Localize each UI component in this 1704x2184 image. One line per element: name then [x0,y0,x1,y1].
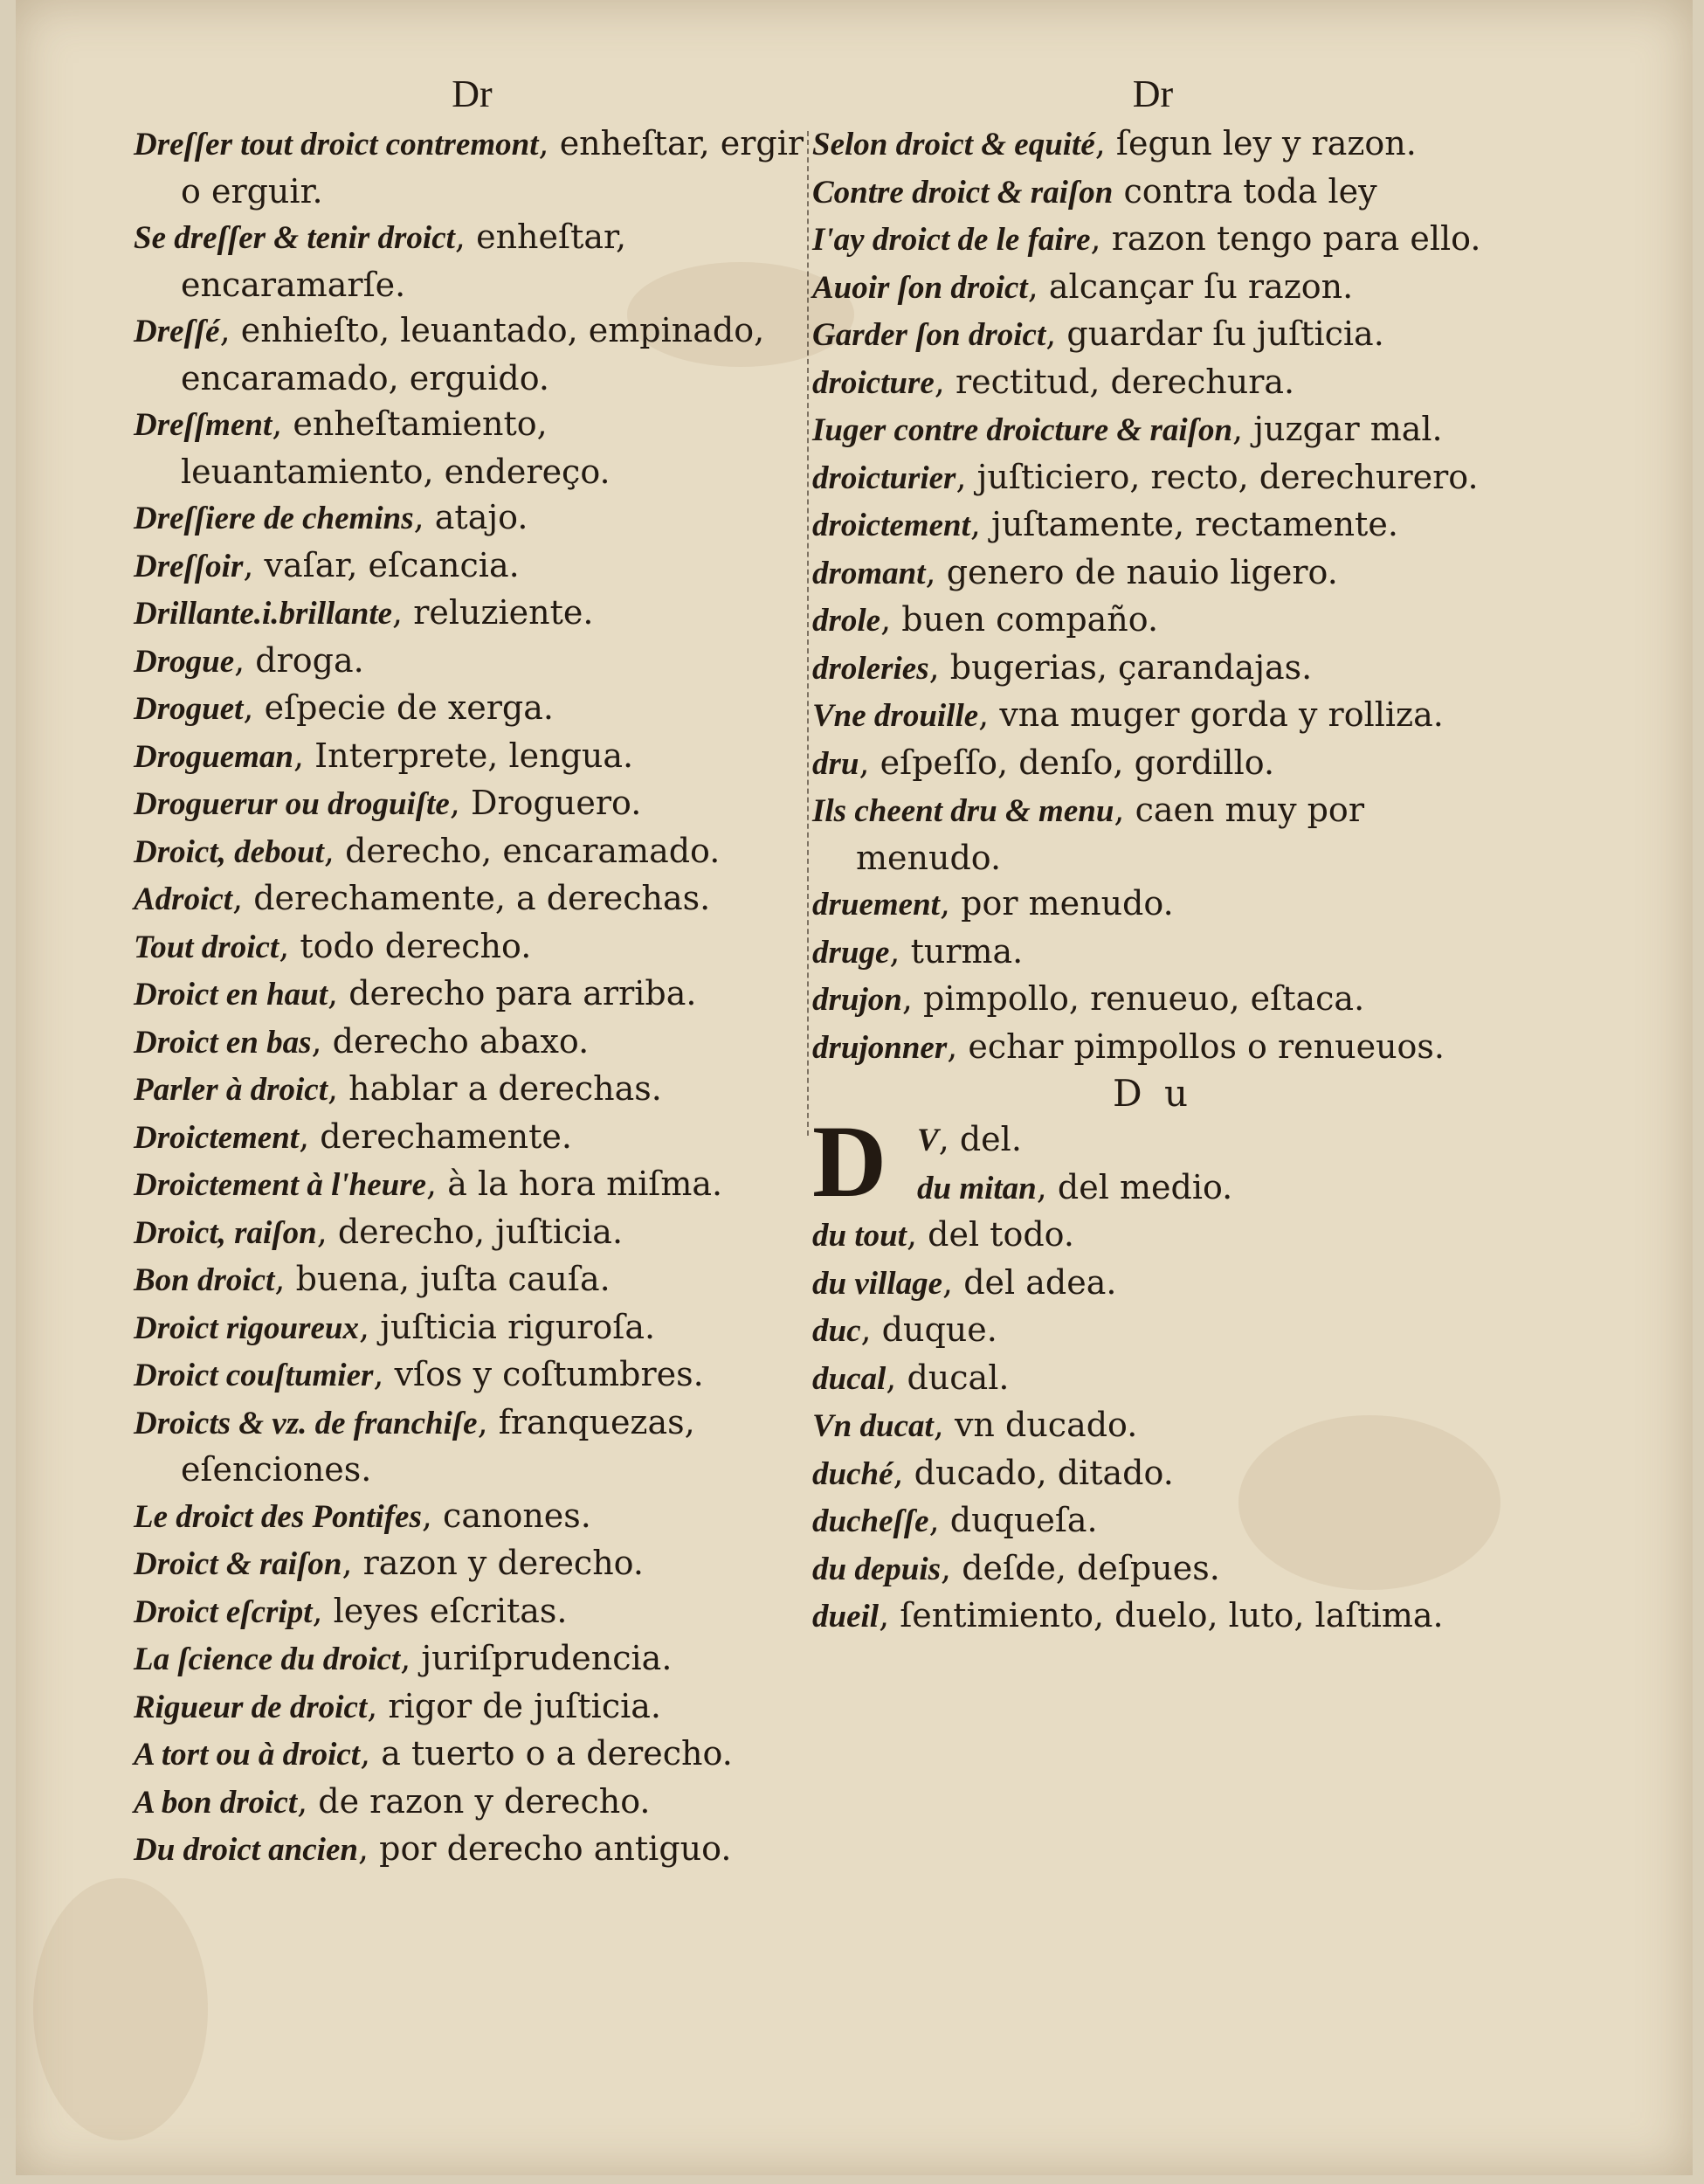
definition: Interprete, lengua. [314,736,634,775]
book-page [16,0,1693,2175]
left-column [134,68,811,1874]
definition: derecho, encaramado. [345,831,721,870]
definition: leyes eſcritas. [333,1591,568,1630]
headword: Droict, raiſon [134,1214,317,1251]
dictionary-entry: A bon droict, de razon y derecho. [134,1781,651,1821]
definition: guardar ſu juſticia. [1066,314,1384,353]
dictionary-entry: Parler à droict, hablar a derechas. [134,1069,662,1108]
headword: ducheſſe [812,1503,929,1539]
definition: enheſtar, encaramarſe. [181,218,627,304]
dictionary-entry: Vn ducat, vn ducado. [812,1406,1138,1444]
definition: razon y derecho. [362,1544,644,1582]
headword: Le droict des Pontifes [134,1498,422,1535]
definition: juriſprudencia. [421,1639,673,1677]
dictionary-entry: dru, eſpeſſo, denſo, gordillo. [812,743,1275,782]
dictionary-entry: Ils cheent dru & menu, caen muy por menudo. [812,791,1364,877]
definition: eſpecie de xerga. [264,688,554,727]
headword: Selon droict & equité [812,127,1095,162]
headword: droleries [812,650,929,687]
dictionary-entry: drujon, pimpollo, renueuo, eſtaca. [812,979,1365,1018]
definition: enheſtar, ergir o erguir. [181,124,804,211]
headword: Dreſſer tout droict contremont [134,127,539,162]
dictionary-entry: I'ay droict de le faire, razon tengo para ello. [812,219,1481,258]
dictionary-entry: druement, por menudo. [812,884,1174,923]
dictionary-entry: Drillante.i.brillante, reluziente. [134,593,594,632]
headword: druge [812,934,890,971]
definition: caen muy por menudo. [856,791,1364,877]
dictionary-entry: Dreſſer tout droict contremont, enheſtar, ergir o erguir. [134,124,804,211]
definition: juſticiero, recto, derechurero. [976,457,1479,496]
page-stain [33,1878,208,2140]
dictionary-entry: V, del. [917,1120,1022,1158]
dictionary-entry: Iuger contre droicture & raiſon, juzgar mal. [812,410,1443,448]
dictionary-entry [812,169,1494,217]
definition: franquezas, eſenciones. [181,1402,695,1489]
drop-cap-letter: D [812,1104,887,1219]
headword: A tort ou à droict [134,1737,361,1773]
dictionary-entry: A tort ou à droict, a tuerto o a derecho. [134,1734,733,1773]
headword: dueil [812,1599,880,1635]
definition: todo derecho. [300,926,532,965]
headword: drole [812,603,881,639]
headword: dru [812,745,859,782]
headword: duc [812,1313,861,1349]
definition: del todo. [928,1215,1074,1254]
definition: reluziente. [413,593,594,632]
dictionary-entry: droicturier, juſticiero, recto, derechurero. [812,457,1479,496]
dictionary-entry: Bon droict, buena, juſta cauſa. [134,1260,611,1298]
headword: Adroict [134,881,233,917]
definition: rectitud, derechura. [955,362,1295,401]
dictionary-entry: druge, turma. [812,931,1024,971]
dictionary-entry: dromant, genero de nauio ligero. [812,552,1338,591]
headword: Droict, debout [134,833,324,870]
dictionary-entry: Du droict ancien, por derecho antiguo. [134,1829,732,1868]
headword: Droict couſtumier [134,1358,374,1393]
headword: Rigueur de droict [134,1689,368,1725]
definition: ducado, ditado. [914,1453,1174,1492]
headword: du mitan [917,1170,1037,1206]
dictionary-entry: du depuis, deſde, deſpues. [812,1548,1220,1587]
headword: Droict en bas [134,1024,312,1061]
dictionary-entry: droictement, juſtamente, rectamente. [812,505,1398,543]
dictionary-entry: Auoir ſon droict, alcançar ſu razon. [812,266,1354,306]
dictionary-entry: du tout, del todo. [812,1215,1074,1254]
headword: Drogue [134,643,235,680]
headword: Parler à droict [134,1072,328,1108]
headword: du tout [812,1218,907,1254]
dictionary-entry: Droguet, eſpecie de xerga. [134,688,554,727]
definition: ſegun ley y razon. [1115,124,1417,162]
headword: Garder ſon droict [812,317,1046,353]
headword: Droicts & vz. de franchiſe [134,1405,478,1441]
headword: I'ay droict de le faire [812,222,1091,258]
headword: Auoir ſon droict [812,269,1028,306]
definition: ducal. [907,1358,1010,1397]
dictionary-entry: dueil, ſentimiento, duelo, luto, laſtima. [812,1596,1444,1635]
headword: Droguerur ou droguiſte [134,786,450,822]
definition: hablar a derechas. [348,1069,662,1108]
dictionary-entry: Se dreſſer & tenir droict, enheſtar, encaramarſe. [134,218,627,304]
dictionary-entry: Droict eſcript, leyes eſcritas. [134,1591,568,1630]
dictionary-entry: du mitan, del medio. [917,1167,1233,1206]
definition: deſde, deſpues. [962,1548,1220,1587]
dictionary-entry: Rigueur de droict, rigor de juſticia. [134,1686,661,1725]
dictionary-entry: Droguerur ou droguiſte, Droguero. [134,784,642,822]
section-header: D u [1112,1072,1194,1115]
dictionary-entry: droleries, bugerias, çarandajas. [812,647,1313,687]
dictionary-entry: duc, duque. [812,1310,997,1349]
dictionary-entry: ducheſſe, duqueſa. [812,1501,1098,1539]
headword: Se dreſſer & tenir droict [134,220,455,256]
definition: juſtamente, rectamente. [991,505,1398,543]
dictionary-entry: droicture, rectitud, derechura. [812,362,1295,401]
definition: eſpeſſo, denſo, gordillo. [880,743,1275,782]
definition: derechamente. [320,1116,572,1156]
left-entry-list [134,121,811,1874]
headword: Dreſſé [134,314,220,349]
du-entry-list [812,1212,1494,1641]
definition: derechamente, a derechas. [253,879,711,917]
headword: Contre droict & raiſon [812,174,1114,211]
headword: Drillante.i.brillante [134,596,393,632]
headword: A bon droict [134,1784,298,1821]
definition: de razon y derecho. [318,1781,651,1821]
definition: bugerias, çarandajas. [949,647,1313,687]
dictionary-entry: duché, ducado, ditado. [812,1453,1174,1492]
definition: buen compaño. [901,600,1159,639]
definition: derecho, juſticia. [337,1212,624,1251]
dictionary-entry: Droict couſtumier, vſos y coſtumbres. [134,1355,704,1393]
definition: ſentimiento, duelo, luto, laſtima. [900,1596,1444,1635]
headword: Du droict ancien [134,1832,358,1868]
definition: canones. [443,1496,591,1535]
headword: Droguet [134,691,244,727]
headword: Droictement à l'heure [134,1167,427,1203]
headword: Droict & raiſon [134,1546,342,1582]
definition: buena, juſta cauſa. [295,1260,611,1298]
right-column [812,68,1494,1641]
headword: Droict eſcript [134,1593,313,1630]
dictionary-entry: Dreſſoir, vaſar, eſcancia. [134,545,520,584]
headword: Dreſſment [134,407,273,443]
headword: duché [812,1455,893,1492]
headword: dromant [812,555,926,591]
definition: vſos y coſtumbres. [394,1355,704,1393]
dictionary-entry: Droict, raiſon, derecho, juſticia. [134,1212,624,1251]
headword: droictement [812,508,970,543]
definition: razon tengo para ello. [1111,219,1481,258]
headword: V [917,1123,939,1158]
headword: Dreſſoir [134,548,244,584]
definition: genero de nauio ligero. [946,552,1338,591]
right-entry-list [812,121,1494,1071]
headword: Dreſſiere de chemins [134,501,414,536]
headword: Tout droict [134,929,279,965]
dictionary-entry: ducal, ducal. [812,1358,1010,1397]
definition: juzgar mal. [1253,410,1443,448]
left-running-header: Dr [452,73,493,115]
dictionary-entry: Tout droict, todo derecho. [134,926,532,965]
dictionary-entry: Droictement à l'heure, à la hora miſma. [134,1165,723,1203]
definition: enhieſto, leuantado, empinado, encaramado, erguido. [181,311,765,397]
dictionary-entry: Drogueman, Interprete, lengua. [134,736,634,775]
definition: Droguero. [471,784,642,822]
dictionary-entry: Droict rigoureux, juſticia riguroſa. [134,1307,656,1346]
dictionary-entry: Droict en bas, derecho abaxo. [134,1021,590,1061]
headword: droicturier [812,460,956,496]
headword: Vne drouille [812,698,979,734]
headword: Ils cheent dru & menu [812,793,1114,829]
headword: Iuger contre droicture & raiſon [812,412,1233,448]
definition: echar pimpollos o renueuos. [968,1026,1445,1066]
dictionary-entry: Droict en haut, derecho para arriba. [134,974,697,1013]
right-running-header: Dr [1132,73,1174,115]
headword: ducal [812,1360,886,1397]
dictionary-entry: La ſcience du droict, juriſprudencia. [134,1639,673,1677]
definition: del adea. [963,1262,1117,1302]
headword: Droict rigoureux [134,1310,360,1346]
dictionary-entry: Adroict, derechamente, a derechas. [134,879,711,917]
dropcap-block [812,1104,1494,1219]
definition: alcançar ſu razon. [1048,266,1354,306]
definition: por derecho antiguo. [379,1829,732,1868]
headword: Drogueman [134,738,293,775]
dictionary-entry: Le droict des Pontifes, canones. [134,1496,591,1535]
definition: vna muger gorda y rolliza. [999,695,1444,734]
definition: a tuerto o a derecho. [381,1734,733,1773]
dictionary-entry: Dreſſé, enhieſto, leuantado, empinado, encaramado, erguido. [134,311,765,397]
dictionary-entry: Droicts & vz. de franchiſe, franquezas, eſenciones. [134,1402,695,1489]
definition: droga. [255,640,364,680]
definition: vn ducado. [954,1406,1138,1444]
headword: La ſcience du droict [134,1641,401,1677]
dictionary-entry: Dreſſiere de chemins, atajo. [134,498,528,536]
dictionary-entry: drujonner, echar pimpollos o renueuos. [812,1026,1445,1066]
headword: du depuis [812,1551,942,1587]
dictionary-entry: Selon droict & equité, ſegun ley y razon. [812,124,1417,162]
dictionary-entry: Vne drouille, vna muger gorda y rolliza. [812,695,1444,734]
definition: duqueſa. [949,1501,1098,1539]
dictionary-entry: du village, del adea. [812,1262,1117,1302]
headword: drujonner [812,1029,948,1066]
headword: Droictement [134,1119,300,1156]
dictionary-entry: drole, buen compaño. [812,600,1159,639]
definition: del medio. [1057,1167,1233,1206]
dictionary-entry: Garder ſon droict, guardar ſu juſticia. [812,314,1384,353]
headword: Vn ducat [812,1408,934,1444]
definition: juſticia riguroſa. [380,1307,656,1346]
dictionary-entry: Droict & raiſon, razon y derecho. [134,1544,644,1582]
definition: enheſtamiento, leuantamiento, endereço. [181,404,611,491]
dictionary-entry: Dreſſment, enheſtamiento, leuantamiento, endereço. [134,404,611,491]
headword: druement [812,887,940,923]
headword: Bon droict [134,1262,275,1298]
dictionary-entry: Drogue, droga. [134,640,364,680]
headword: du village [812,1265,943,1302]
definition: duque. [881,1310,997,1349]
headword: droicture [812,364,935,401]
definition: por menudo. [961,884,1174,923]
definition: derecho abaxo. [332,1021,590,1061]
definition: à la hora miſma. [447,1165,723,1203]
dictionary-entry: Droict, debout, derecho, encaramado. [134,831,721,870]
definition: del. [959,1120,1022,1158]
definition: vaſar, eſcancia. [264,545,520,584]
definition: derecho para arriba. [348,974,697,1013]
definition: turma. [910,931,1024,971]
headword: Droict en haut [134,977,328,1013]
definition: contra toda ley [1123,171,1377,211]
dictionary-entry: Droictement, derechamente. [134,1116,572,1156]
definition: atajo. [434,498,528,536]
definition: rigor de juſticia. [388,1686,661,1725]
definition: pimpollo, renueuo, eſtaca. [923,979,1365,1018]
headword: drujon [812,982,902,1018]
